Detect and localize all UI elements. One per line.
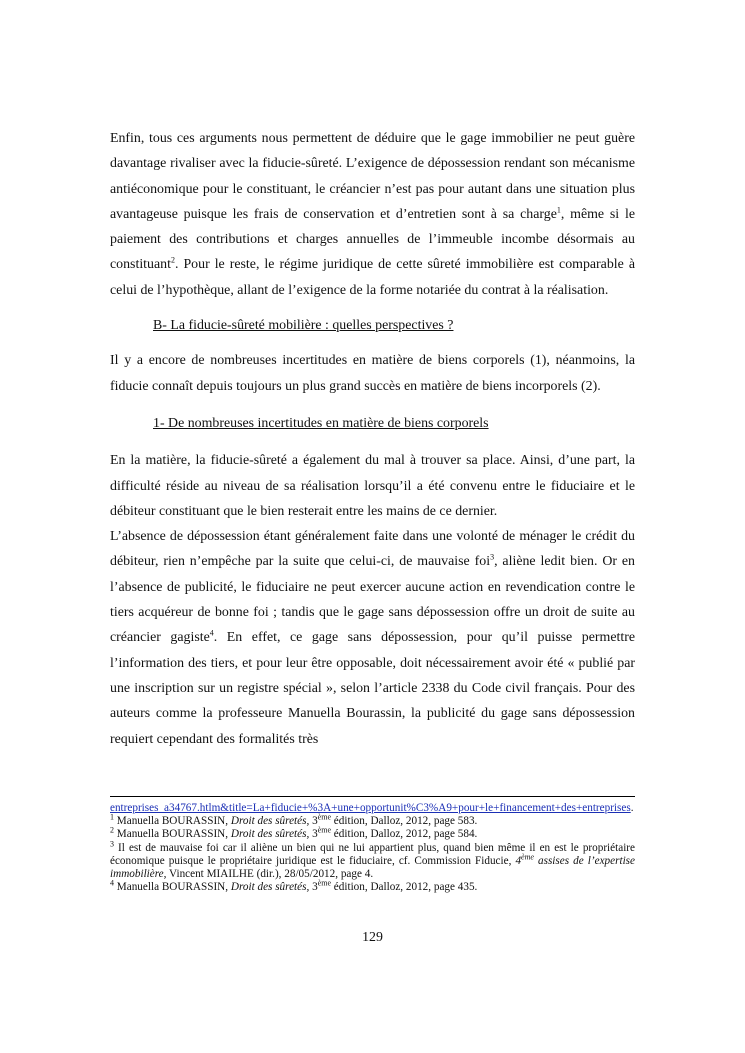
footnote-ref-1[interactable]: 1 xyxy=(556,205,561,215)
footnote-3: $^3$ Il est de mauvaise foi car il aliène un bien qui ne lui appartient plus, quand bien même il en est le propriétaire économique puisque le propriétaire juridique est le fiduciaire, cf. Commission Fiducie, 4ème assises de l’expertise immobilière, Vincent MIAILHE (dir.), 28/05/2012, page 4. xyxy=(110,838,635,881)
footnote-link[interactable]: entreprises_a34767.htlm&title=La+fiducie+%3A+une+opportunit%C3%A9+pour+le+financement+des+entreprises xyxy=(110,802,631,814)
footnote-ref-4[interactable]: 4 xyxy=(209,628,214,638)
paragraph-gage-immobilier: Enfin, tous ces arguments nous permettent de déduire que le gage immobilier ne peut guère davantage rivaliser avec la fiducie-sûreté. L’exigence de dépossession rendant son mécanisme antiéconomique pour le constituant, le créancier n’est pas pour autant dans une situation plus avantageuse puisque les frais de conservation et d’entretien sont à sa charge$^1$, même si le paiement des contributions et charges annuelles de l’immeuble incombe désormais au constituant$^2$. Pour le reste, le régime juridique de cette sûreté immobilière est comparable à celui de l’hypothèque, allant de l’exigence de la forme notariée du contrat à la réalisation. xyxy=(110,131,635,298)
paragraph-absence-depossession: L’absence de dépossession étant généralement faite dans une volonté de ménager le crédit du débiteur, rien n’empêche par la suite que celui-ci, de mauvaise foi$^3$, aliène ledit bien. Or en l’absence de publicité, le fiduciaire ne peut exercer aucune action en revendication contre le tiers acquéreur de bonne foi ; tandis que le gage sans dépossession offre un droit de suite au créancier gagiste$^4$. En effet, ce gage sans dépossession, pour qu’il puisse permettre l’information des tiers, et pour leur être opposable, doit nécessairement avoir été « publié par une inscription sur un registre spécial », selon l’article 2338 du Code civil français. Pour des auteurs comme la professeure Manuella Bourassin, la publicité du gage sans dépossession requiert cependant des formalités très xyxy=(110,529,636,747)
page-body xyxy=(110,126,635,752)
section-heading-b: B- La fiducie-sûreté mobilière : quelles perspectives ? xyxy=(153,318,454,334)
footnote-ref-3[interactable]: 3 xyxy=(490,552,495,562)
footnote-1: $^1$ Manuella BOURASSIN, Droit des sûretés, 3ème édition, Dalloz, 2012, page 583. xyxy=(110,812,478,828)
footnotes xyxy=(110,802,635,894)
footnote-separator xyxy=(110,796,635,797)
footnote-continuation: entreprises_a34767.htlm&title=La+fiducie+%3A+une+opportunit%C3%A9+pour+le+financement+des+entreprises. xyxy=(110,802,634,814)
paragraph-intro-b: Il y a encore de nombreuses incertitudes en matière de biens corporels (1), néanmoins, la fiducie connaît depuis toujours un plus grand succès en matière de biens incorporels (2). xyxy=(110,353,635,394)
page-number: 129 xyxy=(362,930,383,945)
footnote-ref-2[interactable]: 2 xyxy=(170,255,175,265)
paragraph-en-la-matiere: En la matière, la fiducie-sûreté a également du mal à trouver sa place. Ainsi, d’une part, la difficulté réside au niveau de sa réalisation lorsqu’il a été convenu entre le fiduciaire et le débiteur constituant que le bien resterait entre les mains de ce dernier. xyxy=(110,453,635,519)
footnote-2: $^2$ Manuella BOURASSIN, Droit des sûretés, 3ème édition, Dalloz, 2012, page 584. xyxy=(110,825,478,841)
footnote-4: $^4$ Manuella BOURASSIN, Droit des sûretés, 3ème édition, Dalloz, 2012, page 435. xyxy=(110,878,478,894)
section-heading-1: 1- De nombreuses incertitudes en matière de biens corporels xyxy=(153,415,489,431)
